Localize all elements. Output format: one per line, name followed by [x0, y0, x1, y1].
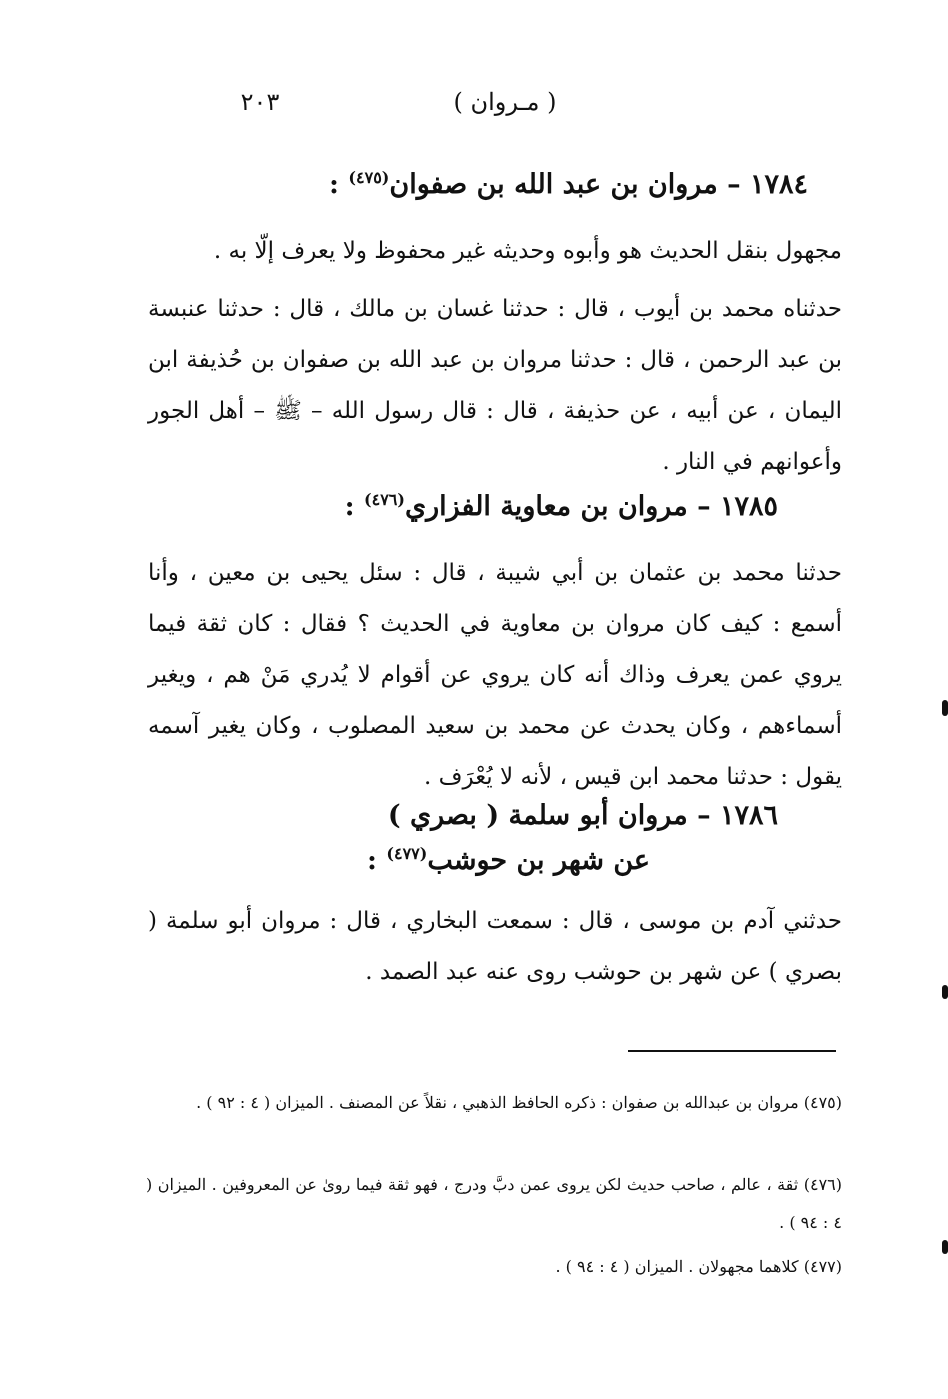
entry-1784-paragraph-1: مجهول بنقل الحديث هو وأبوه وحديثه غير محفوظ ولا يعرف إلّا به . — [213, 238, 842, 264]
footnote-476: (٤٧٦) ثقة ، عالم ، صاحب حديث لكن يروى عمن دبَّ ودرج ، فهو ثقة فيما روىٰ عن المعروفين . الميزان ( ٤ : ٩٤ ) . — [146, 1175, 842, 1232]
scan-edge-mark — [942, 700, 948, 716]
entry-number: ١٧٨٤ — [749, 169, 808, 200]
entry-1784-paragraph-2: حدثناه محمد بن أيوب ، قال : حدثنا غسان بن مالك ، قال : حدثنا عنبسة بن عبد الرحمن ، قال : حدثنا مروان بن عبد الله بن صفوان بن حُذيفة ابن اليمان ، عن أبيه ، عن حذيفة ، قال : قال رسول الله – ﷺ – أهل الجور وأعوانهم في النار . — [148, 296, 842, 475]
heading-colon: : — [344, 491, 355, 522]
entry-name-continued: عن شهر بن حوشب — [427, 845, 650, 876]
running-header-title: ( مـروان ) — [453, 88, 557, 116]
scan-edge-mark — [942, 985, 948, 999]
footnote-ref: (٤٧٦) — [364, 490, 405, 509]
entry-heading-1786: ١٧٨٦ – مروان أبو سلمة ( بصري ) — [387, 800, 778, 831]
footnote-477: (٤٧٧) كلاهما مجهولان . الميزان ( ٤ : ٩٤ ) . — [555, 1257, 842, 1276]
entry-heading-1784: ١٧٨٤ – مروان بن عبد الله بن صفوان$^{(٤٧٥)}$ : — [329, 168, 808, 200]
scan-edge-mark — [942, 1240, 948, 1254]
heading-colon: : — [329, 169, 340, 200]
footnote-ref: (٤٧٧) — [386, 844, 428, 863]
footnote-ref: (٤٧٥) — [348, 168, 390, 187]
entry-number: ١٧٨٥ — [719, 491, 778, 522]
entry-name: مروان أبو سلمة ( بصري ) — [387, 800, 688, 831]
entry-1786-paragraph-1: حدثني آدم بن موسى ، قال : سمعت البخاري ، قال : مروان أبو سلمة ( بصري ) عن شهر بن حوشب روى عنه عبد الصمد . — [148, 908, 842, 985]
entry-1785-paragraph-1: حدثنا محمد بن عثمان بن أبي شيبة ، قال : سئل يحيى بن معين ، وأنا أسمع : كيف كان مروان بن معاوية في الحديث ؟ فقال : كان ثقة فيما يروي عمن يعرف وذاك أنه كان يروي عن أقوام لا يُدري مَنْ هم ، ويغير أسماءهم ، وكان يحدث عن محمد بن سعيد المصلوب ، وكان يغير آسمه يقول : حدثنا محمد ابن قيس ، لأنه لا يُعْرَف . — [148, 560, 843, 790]
entry-name: مروان بن عبد الله بن صفوان — [389, 169, 718, 200]
heading-colon: : — [367, 845, 377, 876]
entry-number: ١٧٨٦ — [719, 800, 778, 831]
footnote-475: (٤٧٥) مروان بن عبدالله بن صفوان : ذكره الحافظ الذهبي ، نقلاً عن المصنف . الميزان ( ٤ : ٩٢ ) . — [196, 1093, 842, 1112]
entry-name: مروان بن معاوية الفزاري — [404, 491, 688, 522]
entry-heading-1785: ١٧٨٥ – مروان بن معاوية الفزاري$^{(٤٧٦)}$ : — [344, 490, 778, 522]
footnote-separator — [628, 1050, 836, 1052]
page-number: ٢٠٣ — [240, 88, 280, 116]
entry-heading-1786-line-2 — [367, 844, 650, 876]
